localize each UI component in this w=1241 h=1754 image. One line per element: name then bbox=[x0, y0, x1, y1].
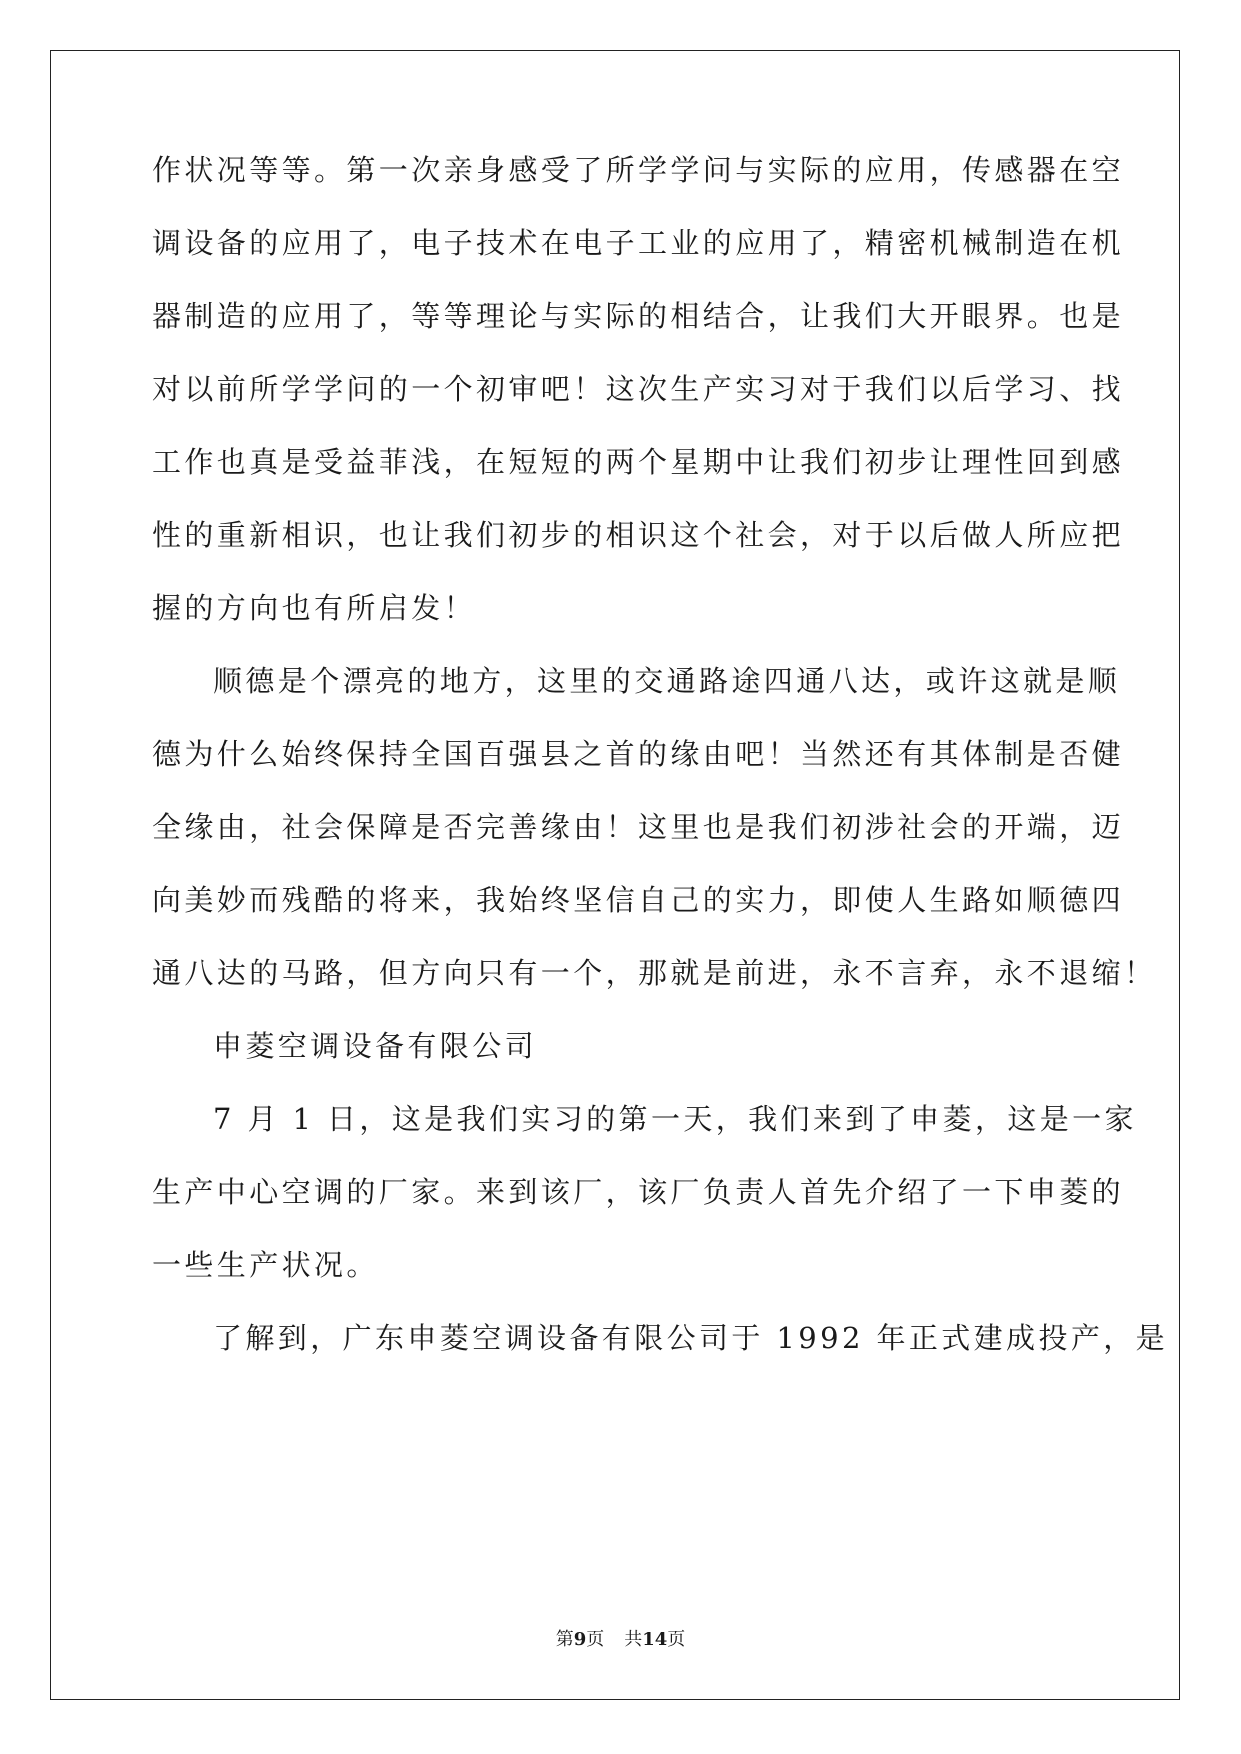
paragraph-start-line: 了解到，广东申菱空调设备有限公司于 1992 年正式建成投产，是 bbox=[213, 1321, 1169, 1355]
page-suffix: 页 bbox=[586, 1629, 605, 1650]
text-line: 器制造的应用了，等等理论与实际的相结合，让我们大开眼界。也是 bbox=[152, 299, 1125, 333]
text-line: 作状况等等。第一次亲身感受了所学学问与实际的应用，传感器在空 bbox=[152, 153, 1125, 187]
text-line: 一些生产状况。 bbox=[152, 1248, 379, 1282]
text-line: 通八达的马路，但方向只有一个，那就是前进，永不言弃，永不退缩！ bbox=[152, 956, 1157, 990]
total-prefix: 共 bbox=[624, 1629, 643, 1650]
page-number: 9 bbox=[573, 1629, 587, 1650]
text-line: 全缘由，社会保障是否完善缘由！这里也是我们初涉社会的开端，迈 bbox=[152, 810, 1125, 844]
text-line: 调设备的应用了，电子技术在电子工业的应用了，精密机械制造在机 bbox=[152, 226, 1125, 260]
paragraph-start-line: 顺德是个漂亮的地方，这里的交通路途四通八达，或许这就是顺 bbox=[213, 664, 1121, 698]
text-line: 工作也真是受益菲浅，在短短的两个星期中让我们初步让理性回到感 bbox=[152, 445, 1125, 479]
total-suffix: 页 bbox=[667, 1629, 686, 1650]
text-line: 对以前所学学问的一个初审吧！这次生产实习对于我们以后学习、找 bbox=[152, 372, 1125, 406]
text-line: 生产中心空调的厂家。来到该厂，该厂负责人首先介绍了一下申菱的 bbox=[152, 1175, 1125, 1209]
text-line: 向美妙而残酷的将来，我始终坚信自己的实力，即使人生路如顺德四 bbox=[152, 883, 1125, 917]
section-heading: 申菱空调设备有限公司 bbox=[213, 1029, 538, 1063]
text-line: 性的重新相识，也让我们初步的相识这个社会，对于以后做人所应把 bbox=[152, 518, 1125, 552]
page-footer bbox=[0, 1628, 1241, 1652]
total-pages: 14 bbox=[642, 1629, 668, 1650]
text-line: 德为什么始终保持全国百强县之首的缘由吧！当然还有其体制是否健 bbox=[152, 737, 1125, 771]
paragraph-start-line: 7 月 1 日，这是我们实习的第一天，我们来到了申菱，这是一家 bbox=[213, 1102, 1137, 1136]
page-prefix: 第 bbox=[555, 1629, 574, 1650]
text-line: 握的方向也有所启发！ bbox=[152, 591, 477, 625]
